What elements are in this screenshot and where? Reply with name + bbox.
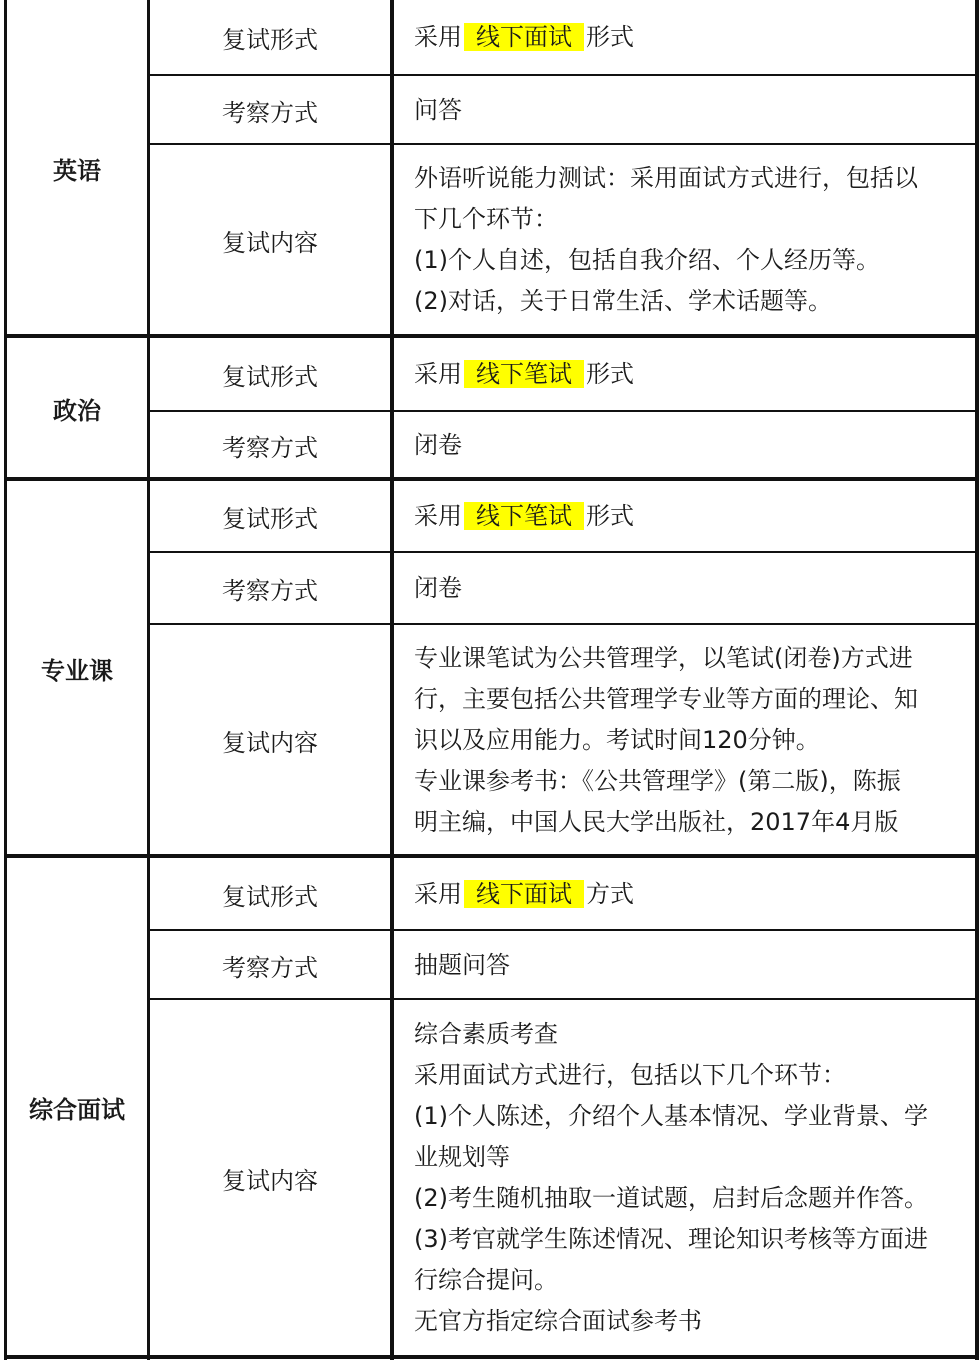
content-line: 业规划等 xyxy=(414,1143,510,1171)
content-line: 无官方指定综合面试参考书 xyxy=(414,1307,702,1335)
content-line: 抽题问答 xyxy=(414,950,510,979)
content-line: 采用 线下笔试 形式 xyxy=(414,502,634,530)
highlighted-text: 线下面试 xyxy=(464,23,584,51)
content-line: 外语听说能力测试：采用面试方式进行，包括以 xyxy=(414,164,918,192)
row-content xyxy=(414,553,970,624)
content-line: 行综合提问。 xyxy=(414,1266,558,1294)
row-content xyxy=(414,625,970,855)
row-label: 考察方式 xyxy=(222,433,318,462)
content-line: (3)考官就学生陈述情况、理论知识考核等方面进 xyxy=(414,1225,928,1253)
subject-politics: 政治 xyxy=(53,396,101,425)
row-label: 复试形式 xyxy=(222,26,318,54)
content-line: 识以及应用能力。考试时间120分钟。 xyxy=(414,725,820,754)
highlighted-text: 线下笔试 xyxy=(464,502,584,530)
row-label: 考察方式 xyxy=(222,98,318,127)
content-line: (2)考生随机抽取一道试题，启封后念题并作答。 xyxy=(414,1184,928,1212)
content-line: 综合素质考查 xyxy=(414,1020,558,1048)
row-label: 考察方式 xyxy=(222,577,318,605)
row-label: 复试形式 xyxy=(222,882,318,911)
row-content xyxy=(414,76,970,144)
table-border-right xyxy=(975,0,979,1360)
highlighted-text: 线下面试 xyxy=(464,880,584,908)
row-content xyxy=(414,1000,970,1356)
content-line: 闭卷 xyxy=(414,574,462,602)
content-line: 行，主要包括公共管理学专业等方面的理论、知 xyxy=(414,684,918,713)
row-content xyxy=(414,412,970,478)
content-line: 采用 线下面试 方式 xyxy=(414,879,634,908)
content-line: 明主编，中国人民大学出版社，2017年4月版 xyxy=(414,807,899,836)
content-line: 下几个环节： xyxy=(414,205,558,233)
row-label: 复试内容 xyxy=(222,228,318,257)
content-line: (1)个人自述，包括自我介绍、个人经历等。 xyxy=(414,246,880,274)
content-line: 闭卷 xyxy=(414,430,462,459)
row-content xyxy=(414,858,970,930)
content-line: 专业课笔试为公共管理学，以笔试(闭卷)方式进 xyxy=(414,643,913,672)
content-line: 专业课参考书：《公共管理学》(第二版)，陈振 xyxy=(414,766,901,795)
row-label: 考察方式 xyxy=(222,953,318,982)
row-content xyxy=(414,338,970,411)
subject-english: 英语 xyxy=(53,156,101,185)
row-content xyxy=(414,931,970,999)
column-divider-label xyxy=(390,0,394,1360)
row-label: 复试形式 xyxy=(222,363,318,391)
row-label: 复试内容 xyxy=(222,728,318,757)
content-line: (1)个人陈述，介绍个人基本情况、学业背景、学 xyxy=(414,1102,928,1130)
row-content xyxy=(414,0,970,75)
content-line: (2)对话，关于日常生活、学术话题等。 xyxy=(414,287,832,315)
subject-major-course: 专业课 xyxy=(41,656,113,685)
row-content xyxy=(414,481,970,552)
content-line: 问答 xyxy=(414,95,462,124)
content-line: 采用 线下面试 形式 xyxy=(414,23,634,51)
content-line: 采用 线下笔试 形式 xyxy=(414,360,634,388)
row-label: 复试内容 xyxy=(222,1166,318,1195)
content-line: 采用面试方式进行，包括以下几个环节： xyxy=(414,1061,846,1089)
subject-comprehensive-interview: 综合面试 xyxy=(29,1095,125,1124)
highlighted-text: 线下笔试 xyxy=(464,360,584,388)
row-label: 复试形式 xyxy=(222,505,318,533)
row-content xyxy=(414,145,970,335)
